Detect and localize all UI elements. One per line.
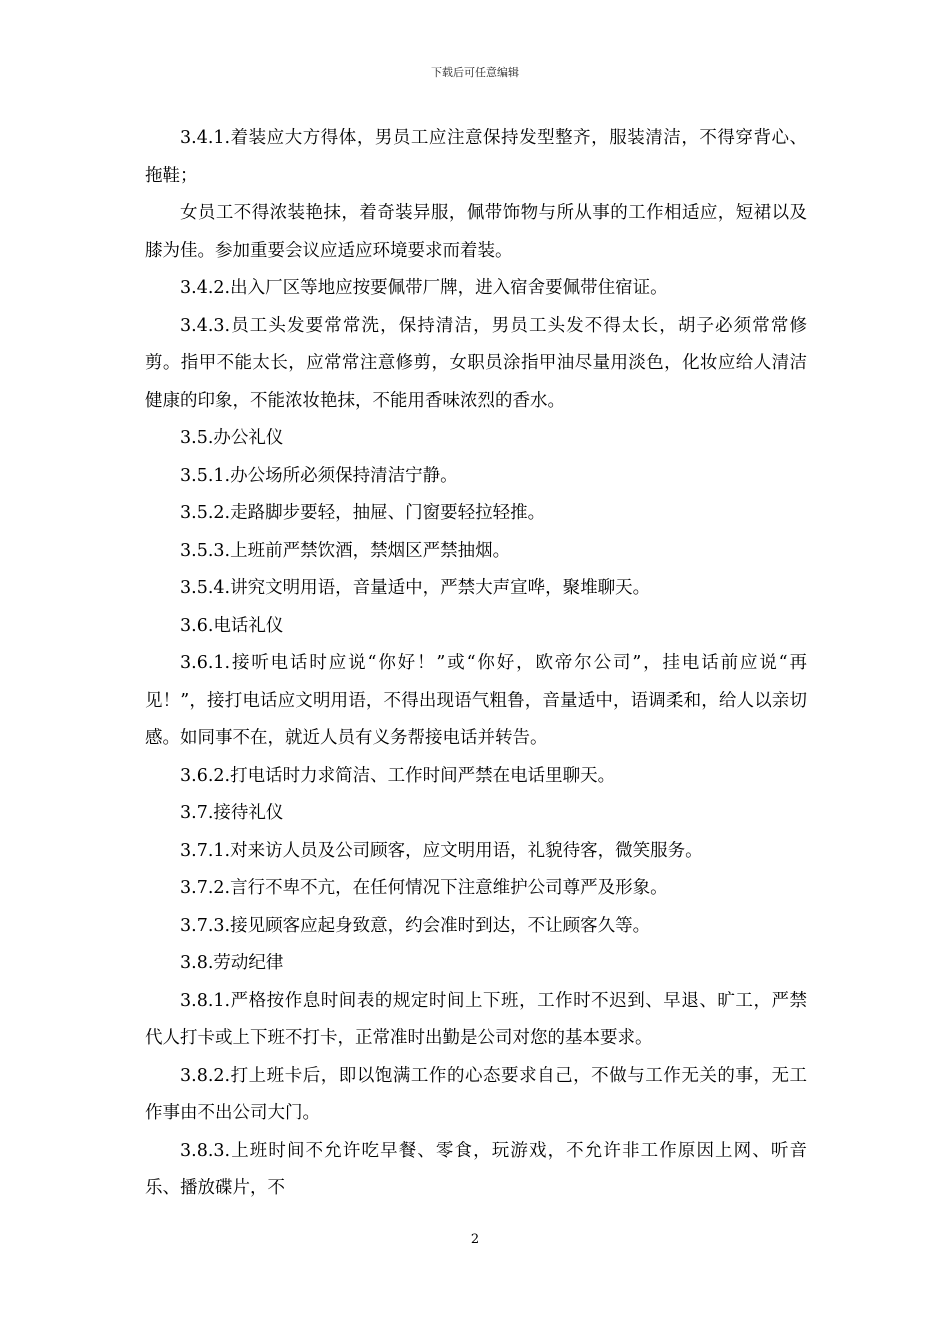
paragraph-3-6-2: 3.6.2.打电话时力求简洁、工作时间严禁在电话里聊天。 (180, 765, 616, 786)
paragraph-3-8-3: 3.8.3.上班时间不允许吃早餐、零食，玩游戏，不允许非工作原因上网、听音乐、播放碟片，不 (145, 1140, 807, 1198)
paragraph-3-6-1: 3.6.1.接听电话时应说“你好！”或“你好，欧帝尔公司”，挂电话前应说“再见！”，接打电话应文明用语，不得出现语气粗鲁，音量适中，语调柔和，给人以亲切感。如同事不在，就近人员有义务帮接电话并转告。 (145, 653, 807, 748)
document-body (145, 120, 807, 1208)
paragraph-3-5-2: 3.5.2.走路脚步要轻，抽屉、门窗要轻拉轻推。 (180, 503, 546, 523)
paragraph-female-dress: 女员工不得浓装艳抹，着奇装异服，佩带饰物与所从事的工作相适应，短裙以及膝为佳。参加重要会议应适应环境要求而着装。 (145, 203, 807, 261)
paragraph-3-5-4: 3.5.4.讲究文明用语，音量适中，严禁大声宣哗，聚堆聊天。 (180, 578, 651, 598)
section-heading-3-8: 3.8.劳动纪律 (180, 953, 284, 973)
section-heading-3-5: 3.5.办公礼仪 (180, 428, 284, 448)
paragraph-3-8-2: 3.8.2.打上班卡后，即以饱满工作的心态要求自己，不做与工作无关的事，无工作事由不出公司大门。 (145, 1065, 807, 1123)
paragraph-3-4-1: 3.4.1.着装应大方得体，男员工应注意保持发型整齐，服装清洁，不得穿背心、拖鞋； (145, 128, 807, 186)
section-heading-3-7: 3.7.接待礼仪 (180, 803, 284, 823)
page-header: 下载后可任意编辑 (431, 66, 519, 79)
paragraph-3-7-1: 3.7.1.对来访人员及公司顾客，应文明用语，礼貌待客，微笑服务。 (180, 840, 703, 861)
paragraph-3-7-3: 3.7.3.接见顾客应起身致意，约会准时到达，不让顾客久等。 (180, 915, 651, 936)
page-number: 2 (470, 1232, 480, 1247)
paragraph-3-4-3: 3.4.3.员工头发要常常洗，保持清洁，男员工头发不得太长，胡子必须常常修剪。指甲不能太长，应常常注意修剪，女职员涂指甲油尽量用淡色，化妆应给人清洁健康的印象，不能浓妆艳抹，不能用香味浓烈的香水。 (145, 315, 807, 411)
paragraph-3-5-1: 3.5.1.办公场所必须保持清洁宁静。 (180, 465, 458, 486)
section-heading-3-6: 3.6.电话礼仪 (180, 615, 284, 636)
paragraph-3-5-3: 3.5.3.上班前严禁饮酒，禁烟区严禁抽烟。 (180, 540, 511, 561)
paragraph-3-4-2: 3.4.2.出入厂区等地应按要佩带厂牌，进入宿舍要佩带住宿证。 (180, 278, 668, 298)
paragraph-3-7-2: 3.7.2.言行不卑不亢，在任何情况下注意维护公司尊严及形象。 (180, 878, 668, 898)
paragraph-3-8-1: 3.8.1.严格按作息时间表的规定时间上下班，工作时不迟到、早退、旷工，严禁代人打卡或上下班不打卡，正常准时出勤是公司对您的基本要求。 (145, 990, 807, 1048)
